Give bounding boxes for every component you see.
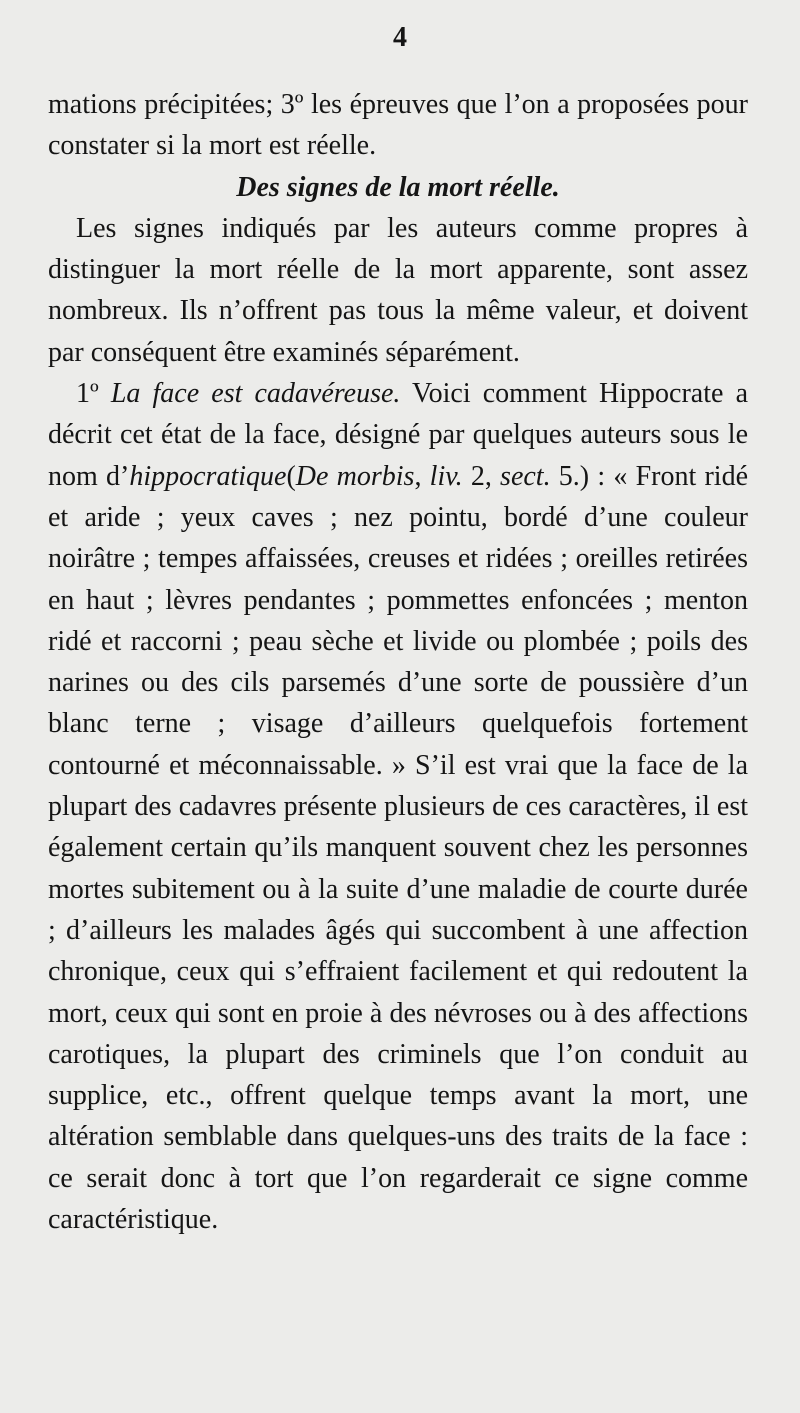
reference-liv: liv.	[429, 460, 463, 492]
paragraph-2-text-b: (	[286, 460, 296, 492]
item-number: 1º	[76, 378, 99, 410]
reference-title: De morbis	[295, 460, 415, 492]
paragraph-2-text-d: 2,	[462, 460, 501, 492]
page-text	[48, 84, 748, 1240]
section-heading: Des signes de la mort réelle.	[236, 171, 560, 203]
paragraph-1: Les signes indiqués par les auteurs comme propres à distinguer la mort réelle de la mort apparente, sont assez nombreux. Ils n’offrent pas tous la même valeur, et doivent par conséquent être examinés séparément.	[48, 212, 748, 368]
reference-sect: sect.	[500, 460, 551, 492]
item-title: La face est cadavéreuse.	[110, 378, 401, 410]
paragraph-2	[48, 373, 748, 1240]
intro-paragraph: mations précipitées; 3º les épreuves que l’on a proposées pour constater si la mort est réelle.	[48, 89, 748, 162]
page-number: 4	[393, 22, 407, 53]
term-hippocratique: hippocratique	[129, 460, 287, 492]
paragraph-2-text-e: 5.) : « Front ridé et aride ; yeux caves ; nez pointu, bordé d’une couleur noirâtre ; tempes affaissées, creuses et ridées ; oreilles retirées en haut ; lèvres pendantes ; pommettes enfoncées ; menton ridé et raccorni ; peau sèche et livide ou plombée ; poils des narines ou des cils parsemés d’une sorte de poussière d’un blanc terne ; visage d’ailleurs quelquefois fortement contourné et méconnaissable. » S’il est vrai que la face de la plupart des cadavres présente plusieurs de ces caractères, il est également certain qu’ils manquent souvent chez les personnes mortes subitement ou à la suite d’une maladie de courte durée ; d’ailleurs les malades âgés qui succombent à une affection chronique, ceux qui s’effraient facilement et qui redoutent la mort, ceux qui sont en proie à des névroses ou à des affections carotiques, la plupart des criminels que l’on conduit au supplice, etc., offrent quelque temps avant la mort, une altération semblable dans quelques-uns des traits de la face : ce serait donc à tort que l’on regarderait ce signe comme caractéristique.	[48, 460, 749, 1236]
paragraph-2-text-c: ,	[414, 460, 430, 492]
paragraph-2-text-a: Voici comment Hippocrate a décrit cet état de la face, désigné par quelques auteurs sous le nom d’	[48, 378, 748, 492]
